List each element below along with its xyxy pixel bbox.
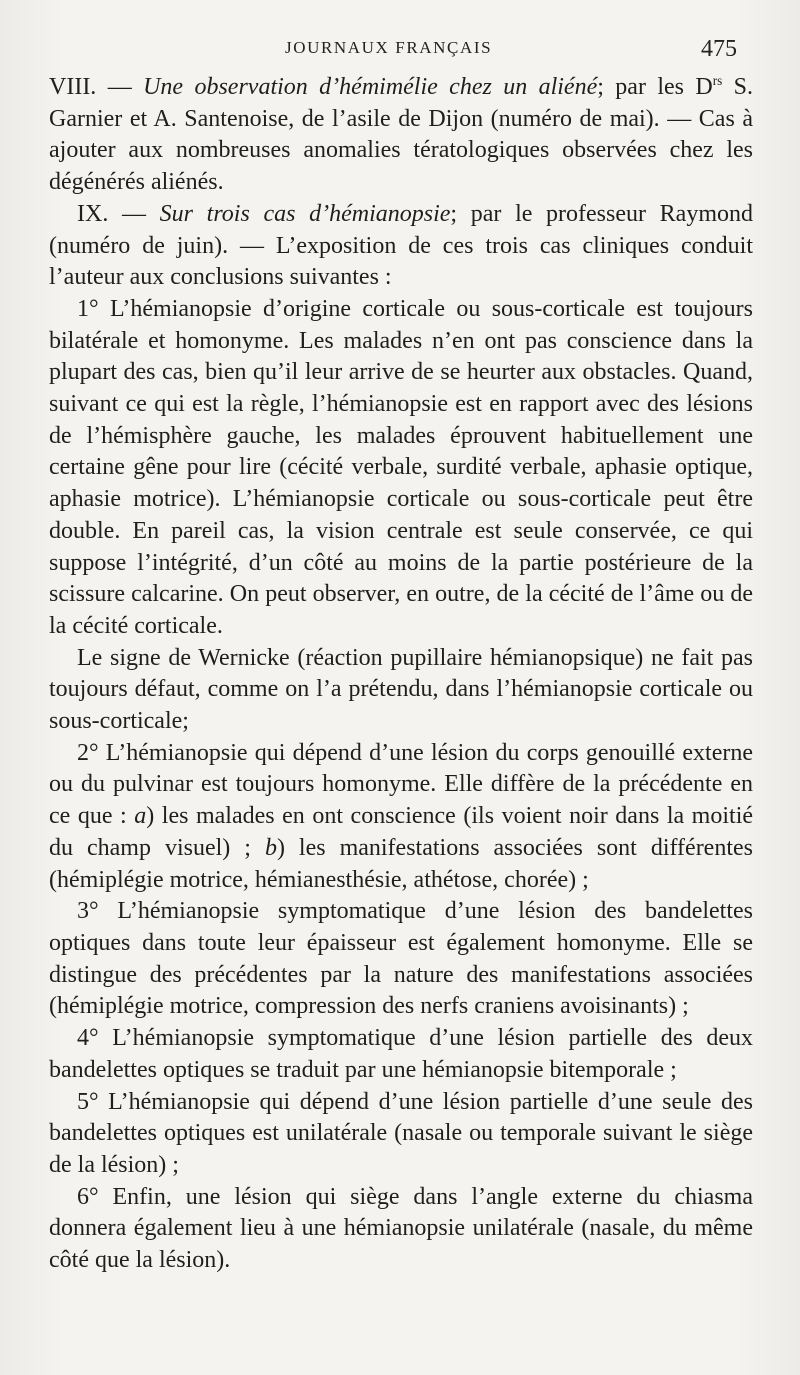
paragraph-conclusion-4: 4° L’hémianopsie symptomatique d’une lésion partielle des deux bandelettes optiques se traduit par une hémianopsie bitemporale ;	[49, 1025, 753, 1083]
section-number: IX. —	[77, 200, 160, 227]
section-number: VIII. —	[49, 74, 144, 100]
paragraph-wernicke: Le signe de Wernicke (réaction pupillaire hémianopsique) ne fait pas toujours défaut, comme on l’a prétendu, dans l’hémianopsie corticale ou sous-corticale;	[49, 644, 753, 735]
page-header	[0, 38, 800, 68]
paragraph-text: ; par les D	[597, 74, 713, 100]
paragraph-text: ) les malades en ont conscience (ils voient noir dans la moitié du champ visuel) ;	[49, 803, 754, 861]
page-number: 475	[701, 36, 737, 62]
running-head: JOURNAUX FRANÇAIS	[285, 38, 493, 57]
paragraph-text: S. Garnier et A. Santenoise, de l’asile de Dijon (numéro de mai). — Cas à ajouter aux nombreuses anomalies tératologiques observées chez les dégénérés aliénés.	[49, 74, 753, 196]
paragraph-conclusion-5: 5° L’hémianopsie qui dépend d’une lésion partielle d’une seule des bandelettes optiques est unilatérale (nasale ou temporale suivant le siège de la lésion) ;	[49, 1088, 753, 1178]
paragraph-conclusion-6: 6° Enfin, une lésion qui siège dans l’angle externe du chiasma donnera également lieu à une hémianopsie unilatérale (nasale, du même côté que la lésion).	[49, 1183, 753, 1274]
article-title: Une observation d’hémimélie chez un aliéné	[143, 74, 598, 100]
paragraph-viii	[49, 72, 753, 199]
paragraph-text: 2° L’hémianopsie qui dépend d’une lésion du corps genouillé externe ou du pulvinar est toujours homonyme. Elle diffère de la précédente en ce que :	[49, 739, 753, 830]
list-marker: b	[264, 834, 277, 861]
paragraph-text: ) les manifestations associées sont différentes (hémiplégie motrice, hémianesthésie, athétose, chorée) ;	[49, 834, 753, 893]
article-body	[49, 72, 753, 1277]
paragraph-conclusion-1: 1° L’hémianopsie d’origine corticale ou sous-corticale est toujours bilatérale et homonyme. Les malades n’en ont pas conscience dans la plupart des cas, bien qu’il leur arrive de se heurter aux obstacles. Quand, suivant ce qui est la règle, l’hémianopsie est en rapport avec des lésions de l’hémisphère gauche, les malades éprouvent habituellement une certaine gêne pour lire (cécité verbale, surdité verbale, aphasie optique, aphasie motrice). L’hémianopsie corticale ou sous-corticale peut être double. En pareil cas, la vision centrale est seule conservée, ce qui suppose l’intégrité, d’un côté au moins de la partie postérieure de la scissure calcarine. On peut observer, en outre, de la cécité de l’âme ou de la cécité corticale.	[49, 295, 753, 639]
paragraph-text: ; par le professeur Raymond (numéro de juin). — L’exposition de ces trois cas cliniques conduit l’auteur aux conclusions suivantes :	[49, 200, 754, 291]
paragraph-ix	[49, 199, 753, 294]
paragraph-conclusion-2	[49, 738, 753, 897]
article-title: Sur trois cas d’hémianopsie	[159, 200, 451, 227]
superscript: rs	[712, 73, 723, 88]
paragraph-conclusion-3: 3° L’hémianopsie symptomatique d’une lésion des bandelettes optiques dans toute leur épaisseur est également homonyme. Elle se distingue des précédentes par la nature des manifestations associées (hémiplégie motrice, compression des nerfs craniens avoisinants) ;	[49, 898, 753, 1020]
list-marker: a	[134, 803, 147, 830]
